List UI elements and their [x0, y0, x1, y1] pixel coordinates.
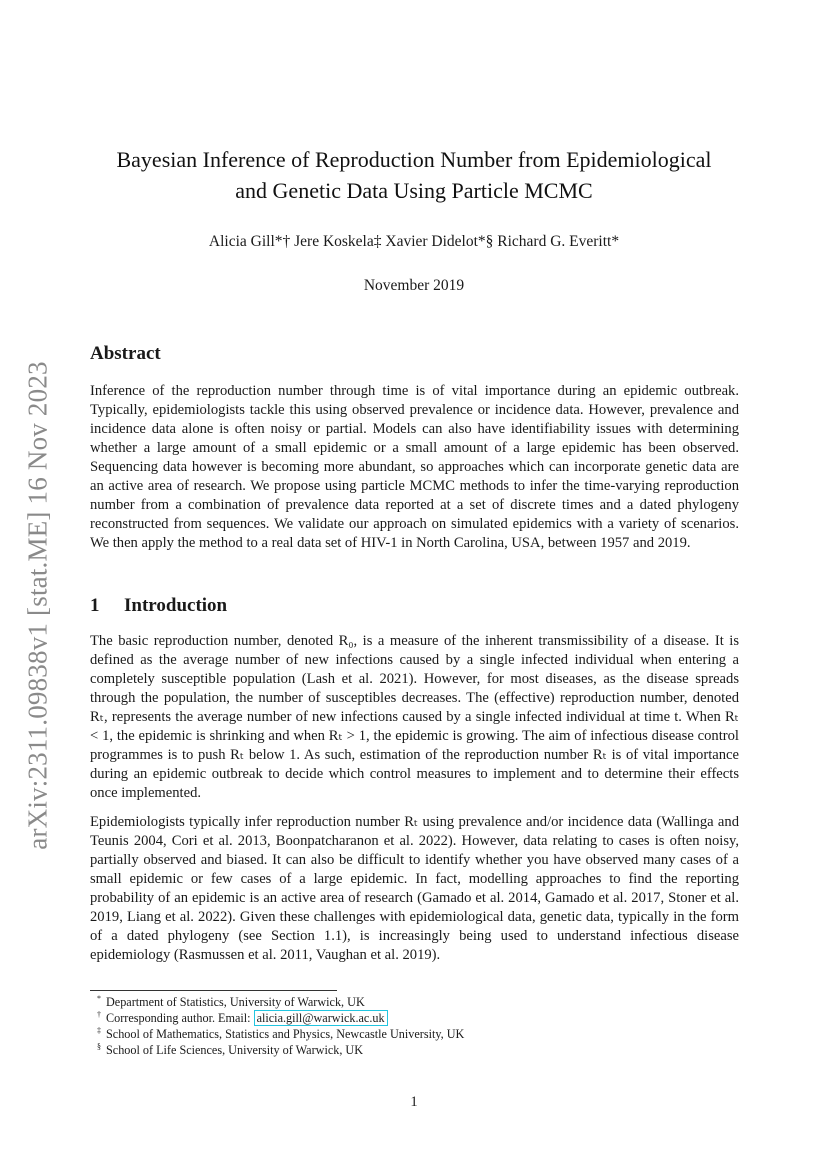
- footnote-text: School of Life Sciences, University of Warwick, UK: [106, 1043, 364, 1057]
- footnote-mark: §: [97, 1042, 101, 1051]
- abstract-text: Inference of the reproduction number through time is of vital importance during an epidemic outbreak. Typically, epidemiologists tackle this using observed prevalence or incidence data. However, prevalence and incidence data alone is often noisy or partial. Models can also have identifiability issues with determining whether a large amount of a small epidemic or a small amount of a large epidemic has been observed. Sequencing data however is becoming more abundant, so approaches which can incorporate genetic data are an active area of research. We propose using particle MCMC methods to infer the time-varying reproduction number from a combination of prevalence data reported at a set of discrete times and a dated phylogeny reconstructed from sequences. We validate our approach on simulated epidemics with a variety of scenarios. We then apply the method to a real data set of HIV-1 in North Carolina, USA, between 1957 and 2019.: [90, 383, 739, 551]
- section-title: Introduction: [124, 595, 228, 616]
- footnote-corresponding-author: [97, 1010, 746, 1026]
- page-number: 1: [410, 1094, 418, 1110]
- footnote-affiliation-warwick-life-sciences: [97, 1042, 746, 1058]
- section-number: 1: [90, 595, 100, 616]
- author-list: Alicia Gill*† Jere Koskela‡ Xavier Didelot*§ Richard G. Everitt*: [208, 233, 620, 250]
- introduction-paragraph-2: Epidemiologists typically infer reproduction number Rₜ using prevalence and/or incidence data (Wallinga and Teunis 2004, Cori et al. 2013, Boonpatcharanon et al. 2022). However, data relating to cases is often noisy, partially observed and biased. It can also be difficult to identify whether you have observed many cases of a small epidemic or few cases of a large epidemic. In fact, modelling approaches to find the reporting probability of an epidemic is an active area of research (Gamado et al. 2014, Gamado et al. 2017, Stoner et al. 2019, Liang et al. 2022). Given these challenges with epidemiological data, genetic data, typically in the form of a dated phylogeny (see Section 1.1), is increasingly being used to understand infectious disease epidemiology (Rasmussen et al. 2011, Vaughan et al. 2019).: [90, 814, 739, 963]
- abstract-heading: Abstract: [90, 343, 161, 364]
- footnote-mark: †: [97, 1010, 101, 1019]
- paper-title: [80, 144, 748, 206]
- arxiv-stamp-text: arXiv:2311.09838v1 [stat.ME] 16 Nov 2023: [22, 360, 53, 850]
- footnote-affiliation-warwick-statistics: [97, 994, 746, 1010]
- footnote-mark: *: [97, 994, 101, 1003]
- footnotes: [97, 994, 746, 1058]
- footnote-text: Corresponding author. Email:: [106, 1011, 254, 1025]
- paper-date: November 2019: [363, 277, 465, 294]
- email-link[interactable]: alicia.gill@warwick.ac.uk: [254, 1010, 388, 1026]
- footnote-affiliation-newcastle: [97, 1026, 746, 1042]
- introduction-paragraph-1: The basic reproduction number, denoted R₀, is a measure of the inherent transmissibility of a disease. It is defined as the average number of new infections caused by a single infected individual when entering a completely susceptible population (Lash et al. 2021). However, for most diseases, as the disease spreads through the population, the number of susceptibles decreases. The (effective) reproduction number, denoted Rₜ, represents the average number of new infections caused by a single infected individual at time t. When Rₜ < 1, the epidemic is shrinking and when Rₜ > 1, the epidemic is growing. The aim of infectious disease control programmes is to push Rₜ below 1. As such, estimation of the reproduction number Rₜ is of vital importance during an epidemic outbreak to decide which control measures to implement and to determine their effects once implemented.: [90, 633, 739, 801]
- footnote-divider: [90, 990, 337, 991]
- footnote-text: Department of Statistics, University of Warwick, UK: [106, 995, 365, 1009]
- title-line-1: Bayesian Inference of Reproduction Number from Epidemiological: [116, 147, 712, 172]
- title-line-2: and Genetic Data Using Particle MCMC: [235, 178, 593, 203]
- arxiv-identifier-stamp: [16, 350, 60, 860]
- footnote-text: School of Mathematics, Statistics and Physics, Newcastle University, UK: [106, 1027, 465, 1041]
- footnote-mark: ‡: [97, 1026, 101, 1035]
- section-heading: [90, 595, 227, 617]
